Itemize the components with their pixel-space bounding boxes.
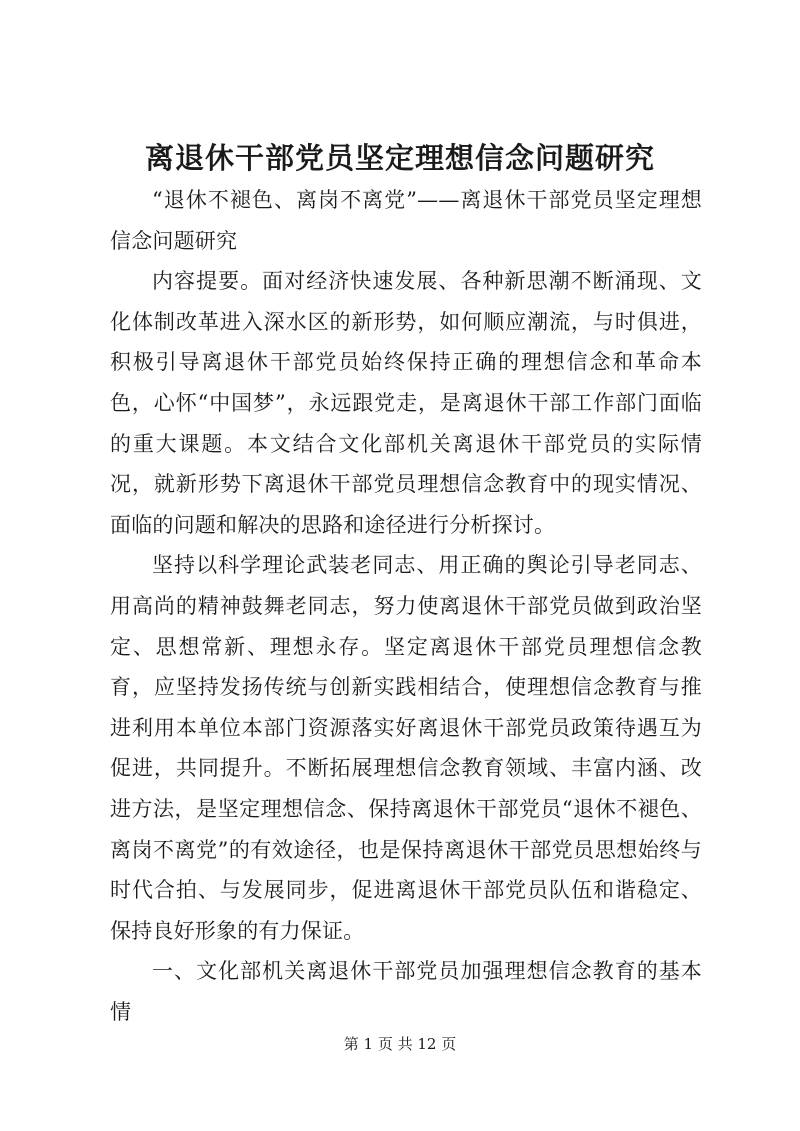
body-paragraph: 坚持以科学理论武装老同志、用正确的舆论引导老同志、用高尚的精神鼓舞老同志，努力使离退休干部党员做到政治坚定、思想常新、理想永存。坚定离退休干部党员理想信念教育，应坚持发扬传统与创新实践相结合，使理想信念教育与推进利用本单位本部门资源落实好离退休干部党员政策待遇互为促进，共同提升。不断拓展理想信念教育领域、丰富内涵、改进方法，是坚定理想信念、保持离退休干部党员“退休不褪色、离岗不离党”的有效途径，也是保持离退休干部党员思想始终与时代合拍、与发展同步，促进离退休干部党员队伍和谐稳定、保持良好形象的有力保证。	[110, 553, 702, 943]
page-footer: 第 1 页 共 12 页	[343, 1035, 457, 1053]
document-title: 离退休干部党员坚定理想信念问题研究	[144, 141, 655, 175]
abstract-paragraph: 内容提要。面对经济快速发展、各种新思潮不断涌现、文化体制改革进入深水区的新形势，如何顺应潮流，与时俱进，积极引导离退休干部党员始终保持正确的理想信念和革命本色，心怀“中国梦”，永远跟党走，是离退休干部工作部门面临的重大课题。本文结合文化部机关离退休干部党员的实际情况，就新形势下离退休干部党员理想信念教育中的现实情况、面临的问题和解决的思路和途径进行分析探讨。	[110, 269, 702, 537]
subtitle-paragraph: “退休不褪色、离岗不离党”——离退休干部党员坚定理想信念问题研究	[110, 188, 702, 253]
document-body	[110, 180, 702, 1032]
section-heading-paragraph: 一、文化部机关离退休干部党员加强理想信念教育的基本情	[110, 959, 702, 1024]
